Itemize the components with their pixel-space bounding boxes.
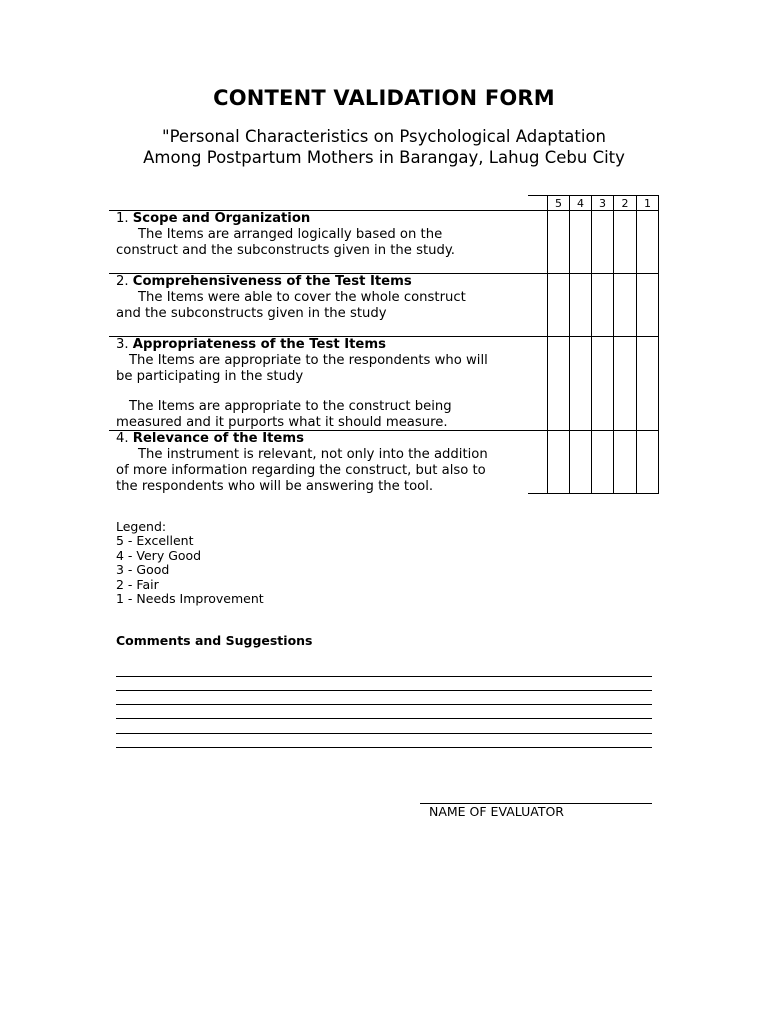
rating-cells[interactable] <box>547 274 659 336</box>
criterion-heading: Appropriateness of the Test Items <box>132 337 386 352</box>
study-title-line-2: Among Postpartum Mothers in Barangay, Lahug Cebu City <box>143 148 625 167</box>
legend-item: 4 - Very Good <box>116 547 202 563</box>
comment-line[interactable] <box>116 718 652 719</box>
form-title: CONTENT VALIDATION FORM <box>213 86 555 110</box>
criterion-number: 2. <box>116 274 129 289</box>
evaluator-label: NAME OF EVALUATOR <box>429 804 564 819</box>
legend-item: 2 - Fair <box>116 576 159 592</box>
criterion-text: The instrument is relevant, not only into the addition <box>138 447 488 462</box>
legend-label: Legend: <box>116 519 167 534</box>
criterion-number: 4. <box>116 431 129 446</box>
criterion-row-1 <box>109 210 659 273</box>
criterion-text: construct and the subconstructs given in the study. <box>116 243 455 258</box>
criterion-number: 1. <box>116 211 129 226</box>
legend-item: 3 - Good <box>116 562 170 578</box>
criterion-heading: Relevance of the Items <box>132 431 304 446</box>
criterion-text: the respondents who will be answering the tool. <box>116 479 434 494</box>
table-bottom-border <box>528 493 659 494</box>
comment-line[interactable] <box>116 690 652 691</box>
criterion-text: be participating in the study <box>116 369 304 384</box>
rating-cells[interactable] <box>547 431 659 493</box>
criterion-heading: Scope and Organization <box>132 211 311 226</box>
criterion-row-2 <box>109 273 659 336</box>
rating-cells[interactable] <box>547 211 659 273</box>
criterion-text: and the subconstructs given in the study <box>116 306 387 321</box>
comment-line[interactable] <box>116 747 652 748</box>
scale-header-4: 4 <box>569 195 591 210</box>
criterion-text: of more information regarding the construct, but also to <box>116 463 486 478</box>
criterion-text: The Items are appropriate to the construct being <box>129 399 452 414</box>
criterion-text: The Items are appropriate to the respondents who will <box>129 353 488 368</box>
comment-line[interactable] <box>116 733 652 734</box>
criterion-row-3 <box>109 336 659 430</box>
rating-cells[interactable] <box>547 337 659 430</box>
legend-item: 5 - Excellent <box>116 533 194 549</box>
criterion-text: measured and it purports what it should measure. <box>116 415 448 430</box>
criterion-row-4 <box>109 430 659 493</box>
scale-header-2: 2 <box>613 195 636 210</box>
criterion-heading: Comprehensiveness of the Test Items <box>132 274 412 289</box>
rating-table <box>109 195 659 493</box>
scale-header-5: 5 <box>547 195 569 210</box>
rating-scale-header <box>109 195 659 210</box>
comment-line[interactable] <box>116 704 652 705</box>
criterion-text: The Items were able to cover the whole construct <box>138 290 466 305</box>
study-title <box>0 126 768 168</box>
comment-line[interactable] <box>116 676 652 677</box>
legend <box>116 520 264 606</box>
study-title-line-1: "Personal Characteristics on Psychological Adaptation <box>161 127 607 146</box>
criterion-number: 3. <box>116 337 129 352</box>
legend-item: 1 - Needs Improvement <box>116 591 264 607</box>
criterion-text: The Items are arranged logically based on the <box>138 227 443 242</box>
comments-heading: Comments and Suggestions <box>116 633 313 648</box>
scale-header-3: 3 <box>591 195 613 210</box>
scale-header-1: 1 <box>636 195 659 210</box>
